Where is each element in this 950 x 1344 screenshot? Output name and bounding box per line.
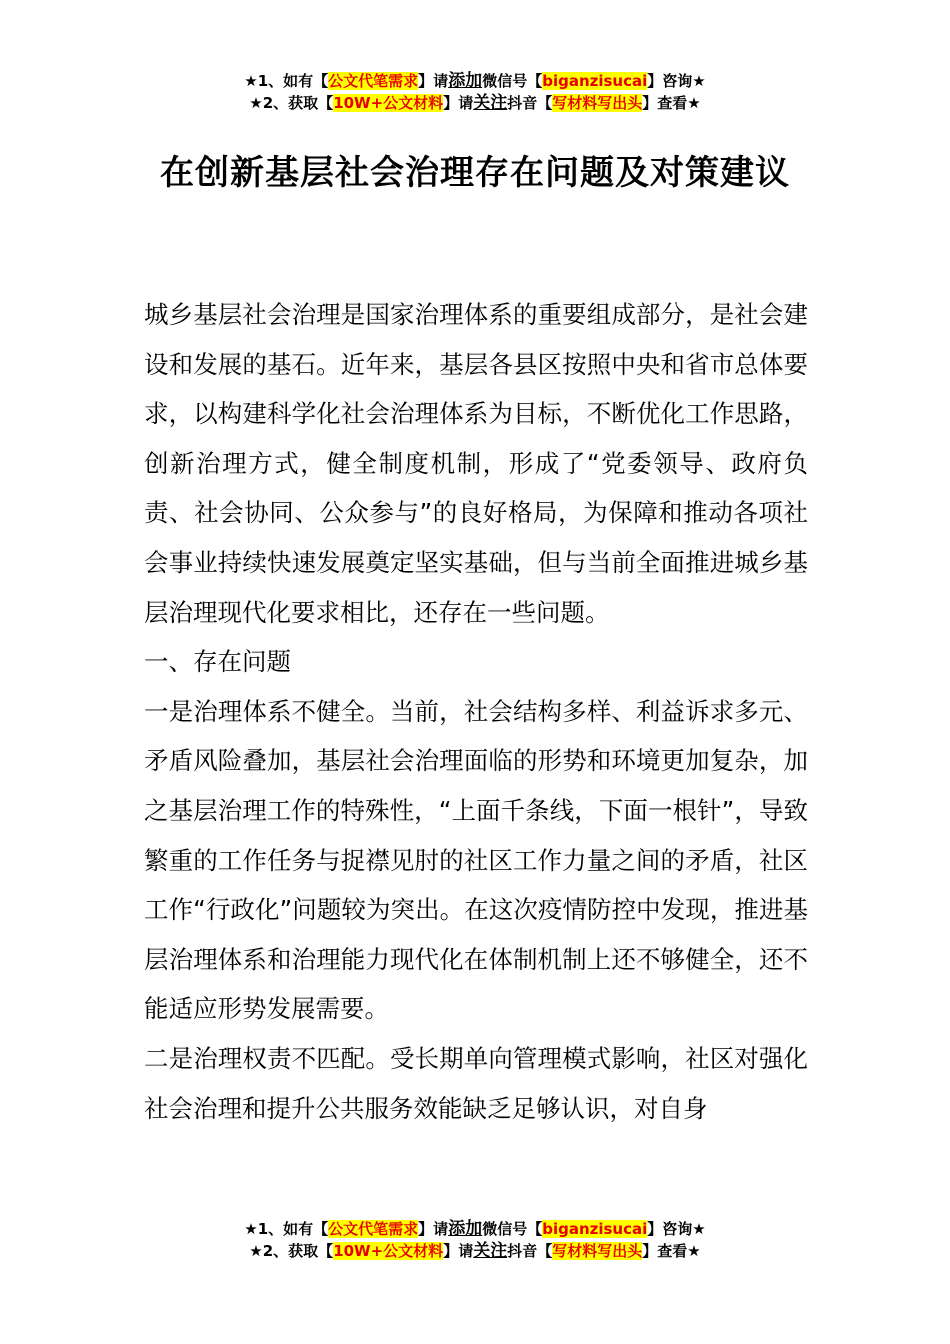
header-banner (0, 70, 950, 114)
banner-highlight: 10W+公文材料 (333, 1242, 444, 1260)
banner-text: ★2、获取【 (249, 94, 334, 112)
banner-text: 微信号【 (482, 1220, 543, 1238)
banner-text: 】咨询★ (647, 1220, 706, 1238)
banner-line-1 (0, 70, 950, 92)
banner-wechat-id: biganzisucai (542, 72, 648, 90)
paragraph-problem-1: 一是治理体系不健全。当前，社会结构多样、利益诉求多元、矛盾风险叠加，基层社会治理面临的形势和环境更加复杂，加之基层治理工作的特殊性，“上面千条线，下面一根针”，导致繁重的工作任务与捉襟见肘的社区工作力量之间的矛盾，社区工作“行政化”问题较为突出。在这次疫情防控中发现，推进基层治理体系和治理能力现代化在体制机制上还不够健全，还不能适应形势发展需要。 (144, 696, 808, 1024)
banner-highlight: 公文代笔需求 (328, 72, 419, 90)
banner-text: ★2、获取【 (249, 1242, 334, 1260)
banner-text: 】查看★ (642, 1242, 701, 1260)
document-title: 在创新基层社会治理存在问题及对策建议 (160, 153, 790, 193)
banner-text: 微信号【 (482, 72, 543, 90)
banner-emphasis: 关注 (473, 1241, 508, 1261)
banner-text: 】请 (418, 72, 449, 90)
banner-wechat-id: biganzisucai (542, 1220, 648, 1238)
banner-douyin-id: 写材料写出头 (552, 94, 643, 112)
banner-line-1 (0, 1218, 950, 1240)
banner-highlight: 公文代笔需求 (328, 1220, 419, 1238)
banner-douyin-id: 写材料写出头 (552, 1242, 643, 1260)
banner-text: 抖音【 (507, 94, 553, 112)
banner-text: 】请 (443, 1242, 474, 1260)
banner-text: 】查看★ (642, 94, 701, 112)
banner-emphasis: 关注 (473, 93, 508, 113)
paragraph-problem-2: 二是治理权责不匹配。受长期单向管理模式影响，社区对强化社会治理和提升公共服务效能缺乏足够认识，对自身 (144, 1043, 808, 1123)
banner-text: 】请 (443, 94, 474, 112)
banner-text: 】咨询★ (647, 72, 706, 90)
banner-text: 】请 (418, 1220, 449, 1238)
banner-text: ★1、如有【 (244, 1220, 329, 1238)
banner-text: ★1、如有【 (244, 72, 329, 90)
document-body (144, 290, 808, 1133)
footer-banner (0, 1218, 950, 1262)
banner-emphasis: 添加 (448, 1219, 483, 1239)
banner-text: 抖音【 (507, 1242, 553, 1260)
banner-line-2 (0, 1240, 950, 1262)
banner-line-2 (0, 92, 950, 114)
section-heading: 一、存在问题 (144, 647, 291, 677)
banner-highlight: 10W+公文材料 (333, 94, 444, 112)
paragraph-intro: 城乡基层社会治理是国家治理体系的重要组成部分，是社会建设和发展的基石。近年来，基层各县区按照中央和省市总体要求，以构建科学化社会治理体系为目标，不断优化工作思路，创新治理方式，健全制度机制，形成了“党委领导、政府负责、社会协同、公众参与”的良好格局，为保障和推动各项社会事业持续快速发展奠定坚实基础，但与当前全面推进城乡基层治理现代化要求相比，还存在一些问题。 (144, 300, 808, 627)
banner-emphasis: 添加 (448, 71, 483, 91)
